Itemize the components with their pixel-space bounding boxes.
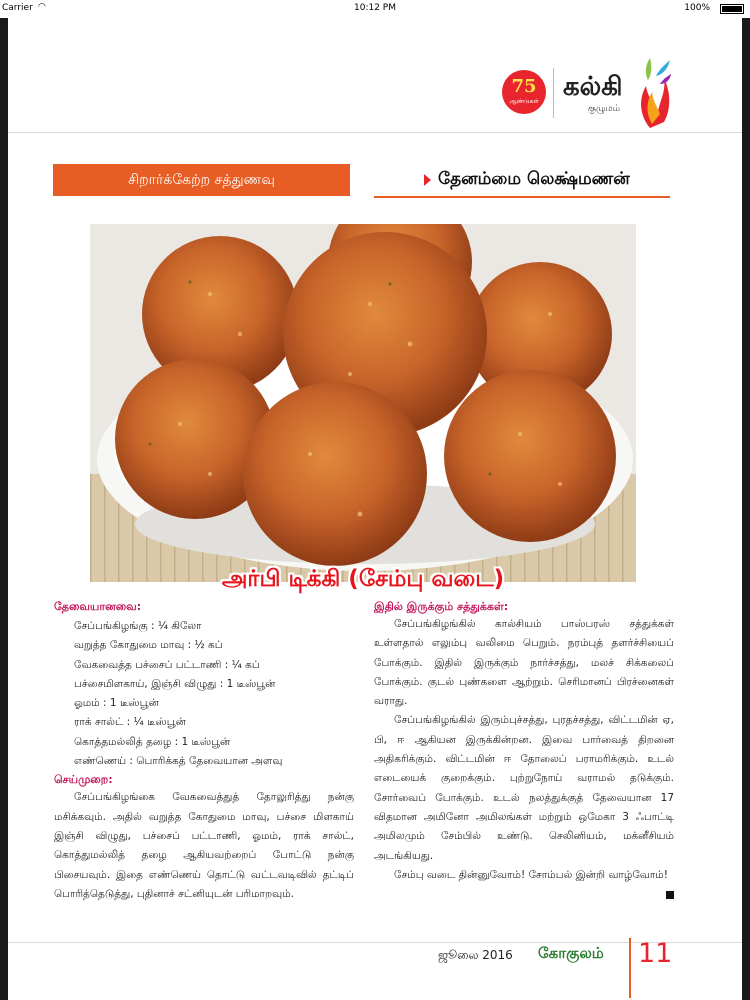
list-item: பச்சைமிளகாய், இஞ்சி விழுது : 1 டீஸ்பூன் [74,677,276,690]
brand-sub-text: குழுமம் [588,104,621,114]
author-byline [374,164,670,198]
dish-photo [90,224,636,582]
author-name: தேனம்மை லெக்ஷ்மணன் [438,169,630,189]
anniversary-number: 75 [511,76,537,97]
list-item: சேப்பங்கிழங்கு : ¼ கிலோ [74,620,202,632]
method-text: சேப்பங்கிழங்கை வேகவைத்துத் தோலுரித்து நன்கு மசிக்கவும். அதில் வறுத்த கோதுமை மாவு, பச்சை மிளகாய் இஞ்சி விழுது, பச்சைப் பட்டாணி, ஓமம், ராக் சால்ட், கொத்துமல்லித் தழை ஆகியவற்றைப் போட்டு நன்கு பிசையவும். இதை எண்ணெய் தொட்டு வட்டவடிவில் தட்டிப் பொரித்தெடுத்து, புதினாச் சட்னியுடன் பரிமாறவும். [54,791,354,900]
carrier-label: Carrier [2,3,33,13]
nutrition-paragraph: சேப்பங்கிழங்கில் இரும்புச்சத்து, புரதச்சத்து, விட்டமின் ஏ, பி, ஈ ஆகியன இருக்கின்றன. இவை பார்வைத் திறனை அதிகரிக்கும். விட்டமின் ஈ தோலைப் பராமரிக்கும். உடல் எடையைக் குறைக்கும். புற்றுநோய் வராமல் தடுக்கும். சோர்வைப் போக்கும். உடல் நலத்துக்குத் தேவையான 17 விதமான அமினோ அமிலங்கள் மற்றும் ஒமேகா 3 ஃபாட்டி அமிலமும் சேம்பில் உண்டு. செலினியம், மக்னீசியம் அடங்கியது. [374,714,674,862]
nutrition-heading: இதில் இருக்கும் சத்துக்கள்: [374,600,509,613]
list-item: கொத்தமல்லித் தழை : 1 டீஸ்பூன் [74,735,231,748]
anniversary-sub: ஆண்டுகள் [509,98,539,105]
closing-text: சேம்பு வடை தின்னுவோம்! சோம்பல் இன்றி வாழ்வோம்! [394,868,668,881]
left-column [54,598,354,904]
clock: 10:12 PM [354,3,396,13]
battery-percent: 100% [684,3,710,13]
ingredients-list [54,617,354,771]
list-item: எண்ணெய் : பொரிக்கத் தேவையான அளவு [74,755,283,768]
magazine-page[interactable] [8,18,742,1000]
right-column [374,598,674,899]
list-item: ஓமம் : 1 டீஸ்பூன் [74,697,159,710]
anniversary-logo [502,70,546,114]
nutrition-closing [374,866,674,885]
brand-logo-text: கல்கி [563,72,623,102]
author-bullet-icon [424,174,431,186]
status-bar [0,0,750,18]
logo-divider [553,68,554,118]
end-mark-icon [666,891,674,899]
list-item: ராக் சால்ட் : ¼ டீஸ்பூன் [74,716,186,729]
nutrition-paragraph: சேப்பங்கிழங்கில் கால்சியம் பாஸ்பரஸ் சத்துக்கள் உள்ளதால் எலும்பு வலிமை பெறும். நரம்புத் தளர்ச்சியைப் போக்கும். இதில் இருக்கும் நார்ச்சத்து, மலச் சிக்கலைப் போக்கும். குடல் புண்களை ஆற்றும். செரிமானப் பிரச்னைகள் வராது. [374,618,674,708]
section-label: சிறார்க்கேற்ற சத்துணவு [53,164,350,196]
wifi-icon: ◠ [38,2,46,12]
magazine-name: கோகுலம் [538,944,604,962]
list-item: வறுத்த கோதுமை மாவு : ½ கப் [74,639,223,652]
battery-icon [720,4,744,14]
dish-title: அர்பி டிக்கி (சேம்பு வடை) [221,566,505,592]
list-item: வேகவைத்த பச்சைப் பட்டாணி : ¼ கப் [74,658,260,671]
ingredients-heading: தேவையானவை: [54,600,142,613]
method-heading: செய்முறை: [54,773,113,787]
page-number: 11 [638,938,673,969]
header-divider [8,132,742,133]
footer-separator [629,938,631,998]
issue-date: ஜூலை 2016 [438,948,513,962]
flame-logo-icon [636,56,672,130]
footer-divider [8,942,742,943]
